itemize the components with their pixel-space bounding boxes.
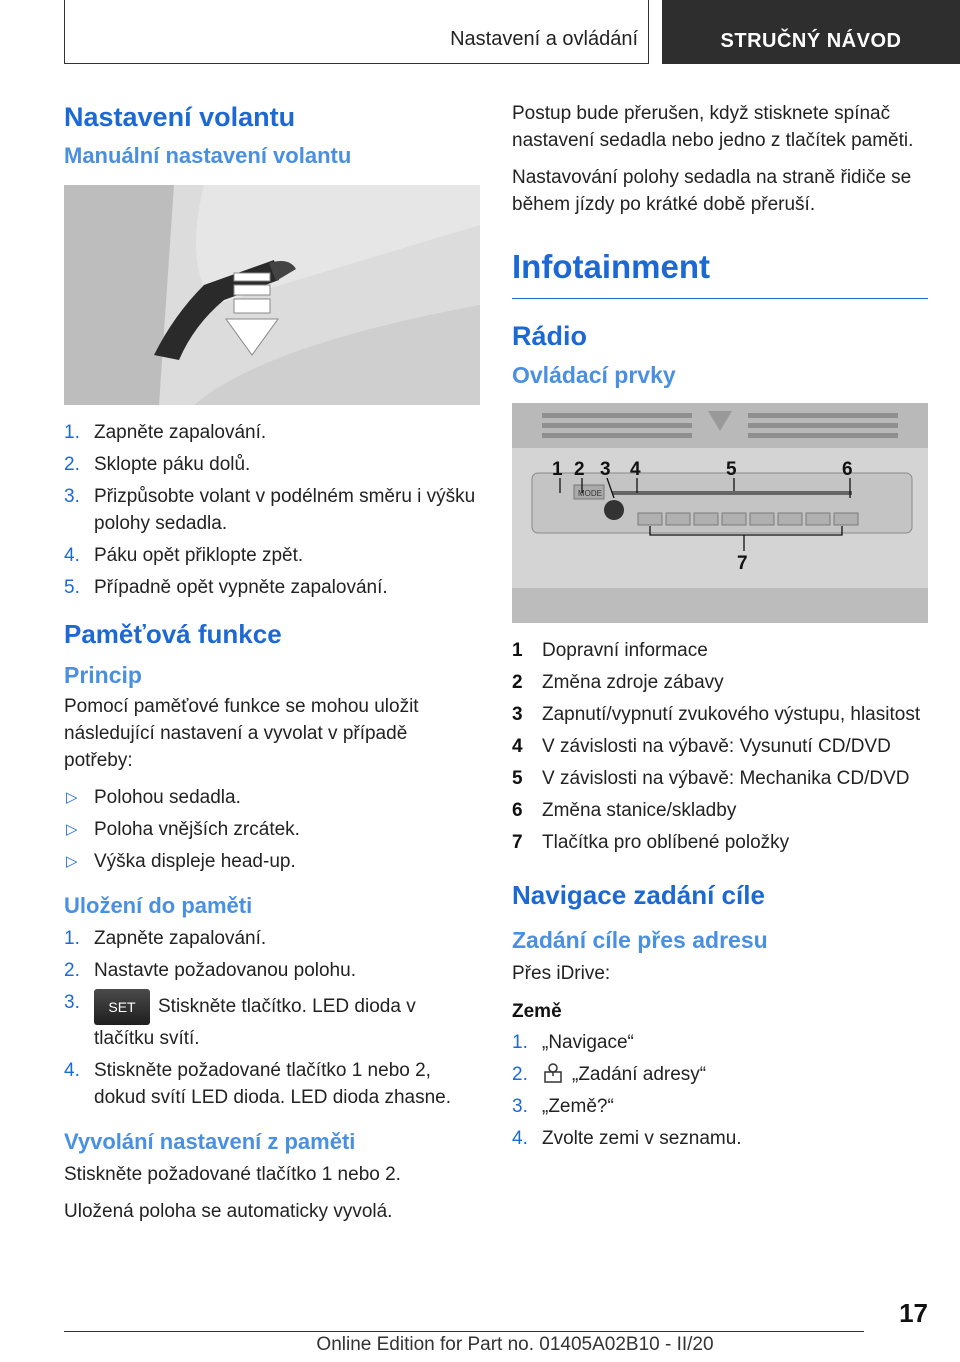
heading-navigation: Navigace zadání cíle bbox=[512, 880, 765, 910]
save-steps-list bbox=[64, 925, 480, 1111]
step-number: 4. bbox=[64, 1060, 80, 1081]
step-text: Sklopte páku dolů. bbox=[94, 454, 251, 475]
callout-4: 4 bbox=[630, 459, 641, 480]
list-item bbox=[512, 733, 928, 760]
heading-address: Zadání cíle přes adresu bbox=[512, 927, 768, 953]
heading-memory: Paměťová funkce bbox=[64, 619, 282, 649]
step-number: 5. bbox=[64, 577, 80, 598]
control-number: 6 bbox=[512, 800, 523, 821]
control-text: Změna stanice/skladby bbox=[542, 800, 737, 821]
list-item bbox=[64, 542, 480, 569]
step-number: 4. bbox=[64, 545, 80, 566]
intro-text-2: Nastavování polohy sedadla na straně řidiče se během jízdy po krátké době přeruší. bbox=[512, 167, 912, 215]
heading-infotainment: Infotainment bbox=[512, 248, 928, 299]
step-number: 3. bbox=[64, 992, 80, 1013]
steering-steps-list bbox=[64, 419, 480, 601]
control-number: 1 bbox=[512, 640, 523, 661]
step-number: 2. bbox=[64, 454, 80, 475]
step-number: 1. bbox=[64, 422, 80, 443]
radio-controls-image bbox=[512, 403, 928, 623]
step-text: Nastavte požadovanou polohu. bbox=[94, 960, 356, 981]
recall-text-2: Uložená poloha se automaticky vyvolá. bbox=[64, 1201, 393, 1222]
list-item bbox=[512, 1093, 928, 1120]
callout-1: 1 bbox=[552, 459, 563, 480]
control-number: 2 bbox=[512, 672, 523, 693]
list-item bbox=[64, 989, 480, 1052]
header-chapter-tab[interactable]: STRUČNÝ NÁVOD bbox=[662, 0, 960, 64]
list-item bbox=[64, 816, 480, 843]
principle-text: Pomocí paměťové funkce se mohou uložit následující nastavení a vyvolat v případě potřeby: bbox=[64, 696, 419, 771]
heading-controls: Ovládací prvky bbox=[512, 362, 676, 388]
list-item bbox=[64, 848, 480, 875]
nav-steps-list bbox=[512, 1029, 928, 1152]
left-column bbox=[64, 96, 480, 1235]
footer-divider bbox=[64, 1331, 864, 1332]
step-text: „Zadání adresy“ bbox=[572, 1064, 707, 1085]
list-item bbox=[512, 701, 928, 728]
item-text: Polohou sedadla. bbox=[94, 787, 241, 808]
right-column bbox=[512, 100, 928, 1162]
controls-list bbox=[512, 637, 928, 856]
list-item bbox=[64, 574, 480, 601]
step-number: 2. bbox=[64, 960, 80, 981]
step-number: 2. bbox=[512, 1064, 528, 1085]
recall-text-1: Stiskněte požadované tlačítko 1 nebo 2. bbox=[64, 1164, 401, 1185]
step-text: Páku opět přiklopte zpět. bbox=[94, 545, 304, 566]
control-number: 3 bbox=[512, 704, 523, 725]
radio-panel-illustration bbox=[512, 403, 928, 623]
heading-steering: Nastavení volantu bbox=[64, 102, 296, 132]
triangle-bullet-icon: ▷ bbox=[66, 821, 78, 838]
step-text: Případně opět vypněte zapalování. bbox=[94, 577, 388, 598]
step-number: 4. bbox=[512, 1128, 528, 1149]
footer-edition: Online Edition for Part no. 01405A02B10 - II/20 bbox=[316, 1334, 714, 1355]
step-text: Přizpůsobte volant v podélném směru i výšku polohy sedadla. bbox=[94, 486, 476, 534]
step-number: 3. bbox=[512, 1096, 528, 1117]
address-entry-icon bbox=[542, 1062, 564, 1084]
step-text: Stiskněte tlačítko. LED dioda v tlačítku svítí. bbox=[94, 996, 416, 1049]
step-text: „Země?“ bbox=[542, 1096, 614, 1117]
list-item bbox=[64, 419, 480, 446]
item-text: Výška displeje head-up. bbox=[94, 851, 296, 872]
header-section-title: Nastavení a ovládání bbox=[450, 28, 638, 50]
list-item bbox=[64, 1057, 480, 1111]
control-text: Změna zdroje zábavy bbox=[542, 672, 724, 693]
principle-list bbox=[64, 784, 480, 875]
heading-principle: Princip bbox=[64, 662, 142, 688]
control-number: 7 bbox=[512, 832, 523, 853]
list-item bbox=[64, 483, 480, 537]
heading-save-memory: Uložení do paměti bbox=[64, 893, 253, 918]
list-item bbox=[512, 637, 928, 664]
list-item bbox=[512, 1061, 928, 1088]
list-item bbox=[64, 957, 480, 984]
heading-radio: Rádio bbox=[512, 321, 588, 351]
control-number: 5 bbox=[512, 768, 523, 789]
heading-recall: Vyvolání nastavení z paměti bbox=[64, 1129, 356, 1154]
list-item bbox=[512, 669, 928, 696]
via-idrive-text: Přes iDrive: bbox=[512, 963, 611, 984]
callout-2: 2 bbox=[574, 459, 585, 480]
triangle-bullet-icon: ▷ bbox=[66, 853, 78, 870]
step-text: Zapněte zapalování. bbox=[94, 928, 267, 949]
list-item bbox=[512, 1029, 928, 1056]
control-number: 4 bbox=[512, 736, 523, 757]
list-item bbox=[64, 925, 480, 952]
step-text: Stiskněte požadované tlačítko 1 nebo 2, dokud svítí LED dioda. LED dioda zhasne. bbox=[94, 1060, 452, 1108]
item-text: Poloha vnějších zrcátek. bbox=[94, 819, 300, 840]
control-text: Tlačítka pro oblíbené položky bbox=[542, 832, 790, 853]
country-label: Země bbox=[512, 1001, 562, 1022]
step-text: Zvolte zemi v seznamu. bbox=[542, 1128, 742, 1149]
list-item bbox=[512, 829, 928, 856]
steering-lever-image bbox=[64, 185, 480, 405]
control-text: V závislosti na výbavě: Vysunutí CD/DVD bbox=[542, 736, 891, 757]
step-text: „Navigace“ bbox=[542, 1032, 634, 1053]
page-number: 17 bbox=[899, 1298, 928, 1328]
triangle-bullet-icon: ▷ bbox=[66, 789, 78, 806]
control-text: Dopravní informace bbox=[542, 640, 708, 661]
callout-3: 3 bbox=[600, 459, 611, 480]
heading-manual-steering: Manuální nastavení volantu bbox=[64, 143, 352, 168]
callout-5: 5 bbox=[726, 459, 737, 480]
callout-6: 6 bbox=[842, 459, 853, 480]
mode-button-label: MODE bbox=[578, 489, 602, 498]
step-text: Zapněte zapalování. bbox=[94, 422, 267, 443]
list-item bbox=[512, 765, 928, 792]
callout-7: 7 bbox=[737, 553, 748, 574]
control-text: Zapnutí/vypnutí zvukového výstupu, hlasitost bbox=[542, 704, 921, 725]
list-item bbox=[64, 784, 480, 811]
steering-lever-illustration bbox=[64, 185, 480, 405]
step-number: 3. bbox=[64, 486, 80, 507]
list-item bbox=[512, 797, 928, 824]
control-text: V závislosti na výbavě: Mechanika CD/DVD bbox=[542, 768, 910, 789]
list-item bbox=[512, 1125, 928, 1152]
set-button-icon: SET bbox=[94, 989, 150, 1025]
intro-text-1: Postup bude přerušen, když stisknete spínač nastavení sedadla nebo jedno z tlačítek paměti. bbox=[512, 103, 914, 151]
list-item bbox=[64, 451, 480, 478]
step-number: 1. bbox=[64, 928, 80, 949]
step-number: 1. bbox=[512, 1032, 528, 1053]
